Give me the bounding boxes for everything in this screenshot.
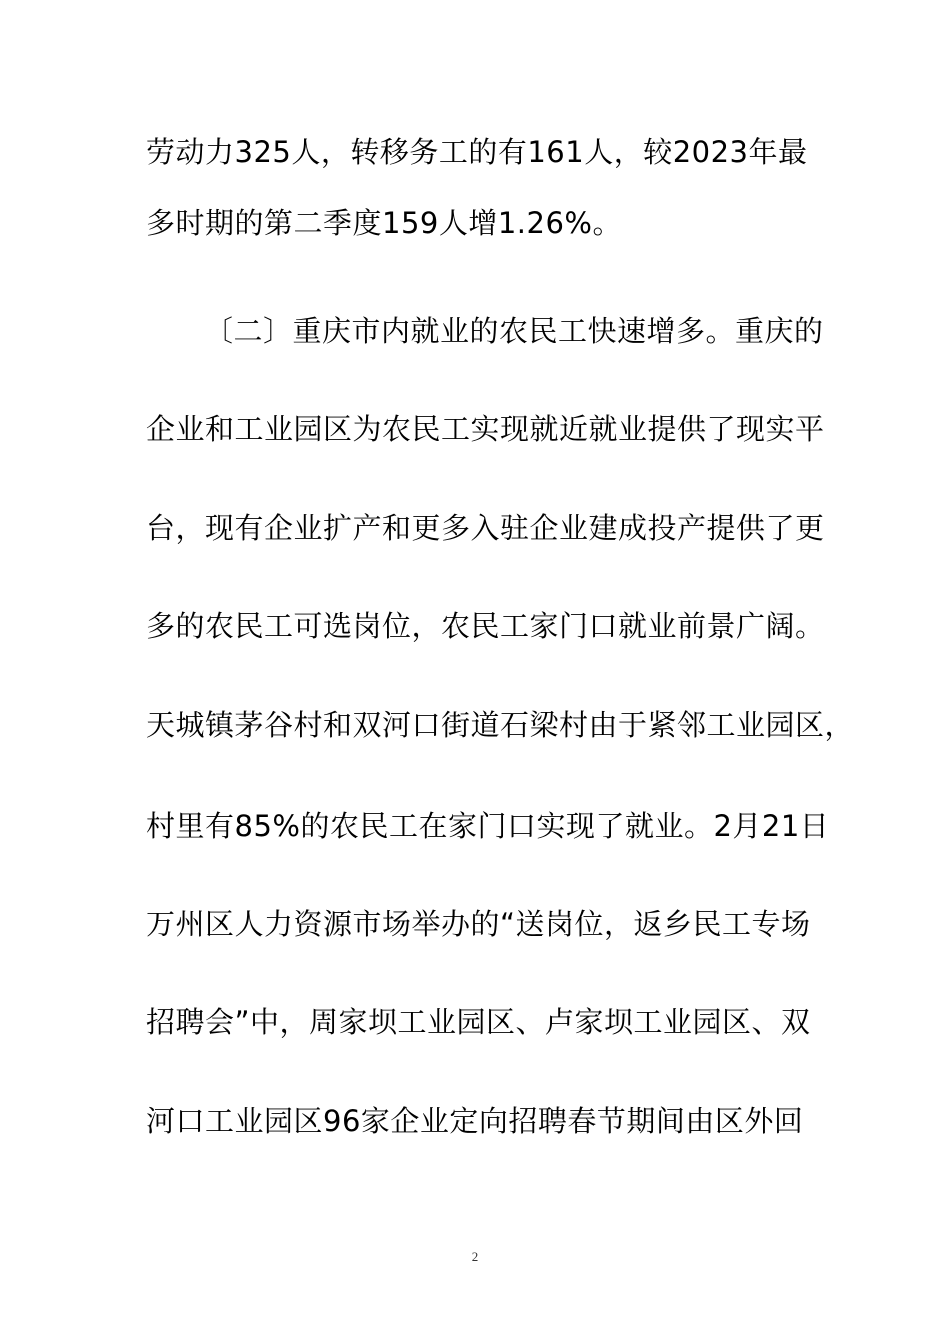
text-line-1: 劳动力325人，转移务工的有161人，较2023年最 <box>146 135 808 169</box>
text-line-10: 招聘会”中，周家坝工业园区、卢家坝工业园区、双 <box>146 1005 811 1039</box>
text-line-7: 天城镇茅谷村和双河口街道石梁村由于紧邻工业园区， <box>146 708 855 742</box>
text-line-5: 台，现有企业扩产和更多入驻企业建成投产提供了更 <box>146 511 825 545</box>
text-line-8: 村里有85%的农民工在家门口实现了就业。2月21日 <box>146 809 830 843</box>
page-number: 2 <box>471 1249 479 1264</box>
text-line-2: 多时期的第二季度159人增1.26%。 <box>146 206 622 240</box>
text-line-4: 企业和工业园区为农民工实现就近就业提供了现实平 <box>146 412 825 446</box>
text-line-11: 河口工业园区96家企业定向招聘春节期间由区外回 <box>146 1104 804 1138</box>
text-line-6: 多的农民工可选岗位，农民工家门口就业前景广阔。 <box>146 609 825 643</box>
section-heading-line: 〔二〕重庆市内就业的农民工快速增多。重庆的 <box>204 314 824 348</box>
text-line-9: 万州区人力资源市场举办的“送岗位，返乡民工专场 <box>146 907 811 941</box>
